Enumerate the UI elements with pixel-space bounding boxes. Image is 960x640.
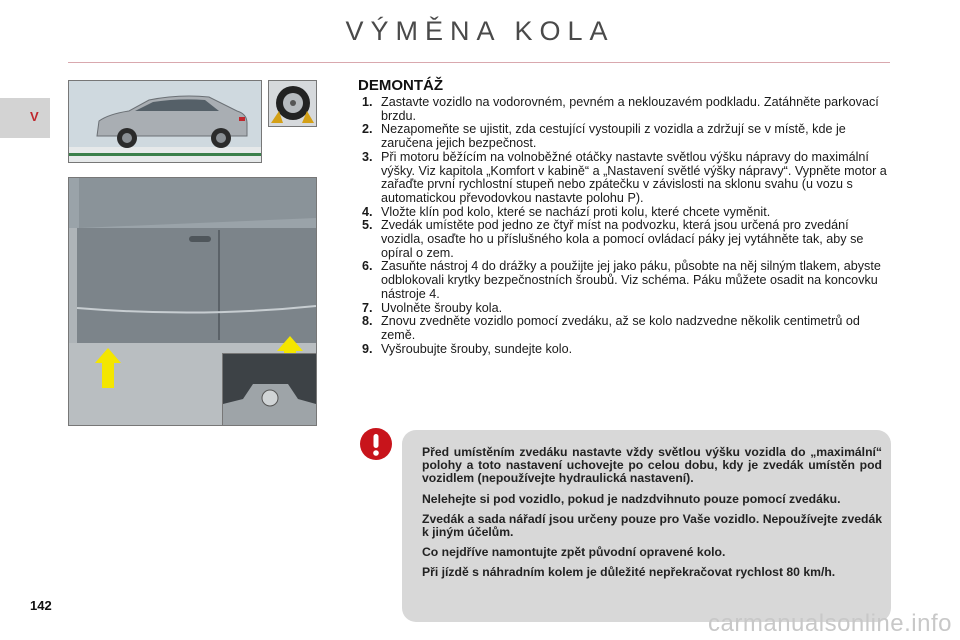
step-item	[362, 206, 892, 220]
step-number: 8.	[362, 314, 373, 329]
section-heading: DEMONTÁŽ	[358, 77, 443, 94]
warning-paragraph: Nelehejte si pod vozidlo, pokud je nadzdvihnuto pouze pomocí zvedáku.	[422, 491, 841, 506]
step-text: Znovu zvedněte vozidlo pomocí zvedáku, až se kolo nadzvedne několik centimetrů od země.	[381, 314, 860, 342]
step-number: 5.	[362, 218, 373, 233]
title-divider	[68, 62, 890, 63]
step-item	[362, 343, 892, 357]
step-item	[362, 151, 892, 206]
jack-point-detail	[222, 353, 317, 426]
step-text: Vyšroubujte šrouby, sundejte kolo.	[381, 341, 573, 356]
page-title: VÝMĚNA KOLA	[345, 16, 615, 46]
step-text: Při motoru běžícím na volnoběžné otáčky nastavte světlou výšku nápravy do maximální výšky. Viz kapitola „Komfort v kabině“ a „Nastavení světlé výšky nápravy“. Vypněte motor a zařaďte první rychlostní stupeň nebo zpátečku v závislosti na sklonu svahu (u vozu s automatickou převodovkou nastavte polohu P).	[381, 149, 887, 205]
car-silhouette-icon	[69, 81, 261, 162]
step-number: 2.	[362, 122, 373, 137]
step-item	[362, 315, 892, 342]
step-text: Uvolněte šrouby kola.	[381, 300, 503, 315]
warning-paragraph: Zvedák a sada nářadí jsou určeny pouze pro Vaše vozidlo. Nepoužívejte zvedák k jiným účelům.	[422, 511, 882, 540]
section-tab-label: V	[30, 109, 39, 124]
step-text: Zvedák umístěte pod jedno ze čtyř míst na podvozku, která jsou určená pro zvedání vozidla, osaďte ho u příslušného kola a pomocí ovládací páky jej vytáhněte tak, aby se opíral o zem.	[381, 218, 864, 260]
page-number: 142	[30, 598, 52, 613]
warning-paragraph: Při jízdě s náhradním kolem je důležité nepřekračovat rychlost 80 km/h.	[422, 565, 836, 580]
wheel-icon	[269, 81, 316, 126]
section-tab[interactable]	[0, 98, 50, 138]
step-item	[362, 302, 892, 316]
step-text: Vložte klín pod kolo, které se nachází proti kolu, které chcete vyměnit.	[381, 204, 771, 219]
warning-text	[422, 446, 882, 587]
jack-slot-icon	[223, 354, 316, 425]
step-item	[362, 260, 892, 301]
wheel-chock-illustration	[268, 80, 317, 127]
step-text: Zastavte vozidlo na vodorovném, pevném a neklouzavém podkladu. Zatáhněte parkovací brzdu.	[381, 95, 879, 123]
instruction-steps	[362, 96, 892, 356]
warning-paragraph: Před umístěním zvedáku nastavte vždy světlou výšku vozidla do „maximální“ polohy a toto nastavení uchovejte po celou dobu, kdy je zvedák umístěn pod vozidlem (nepoužívejte hydraulická nastavení).	[422, 445, 882, 486]
step-number: 1.	[362, 95, 373, 109]
car-side-illustration	[68, 80, 262, 163]
watermark-text: carmanualsonline.info	[708, 610, 952, 637]
step-number: 7.	[362, 300, 373, 315]
step-number: 6.	[362, 259, 373, 274]
step-text: Zasuňte nástroj 4 do drážky a použijte jej jako páku, působte na něj silným tlakem, abyste odblokovali krytky bezpečnostních šroubů. Viz schéma. Páku můžete osadit na koncovku nástroje 4.	[381, 259, 881, 301]
step-item	[362, 219, 892, 260]
step-item	[362, 96, 892, 123]
step-number: 3.	[362, 149, 373, 164]
warning-exclamation-icon	[360, 428, 392, 460]
warning-paragraph: Co nejdříve namontujte zpět původní opravené kolo.	[422, 545, 726, 560]
step-item	[362, 123, 892, 150]
step-number: 9.	[362, 341, 373, 356]
step-text: Nezapomeňte se ujistit, zda cestující vystoupili z vozidla a zdržují se v místě, kde je zaručena jejich bezpečnost.	[381, 122, 846, 151]
warning-box	[402, 430, 891, 622]
step-number: 4.	[362, 204, 373, 219]
